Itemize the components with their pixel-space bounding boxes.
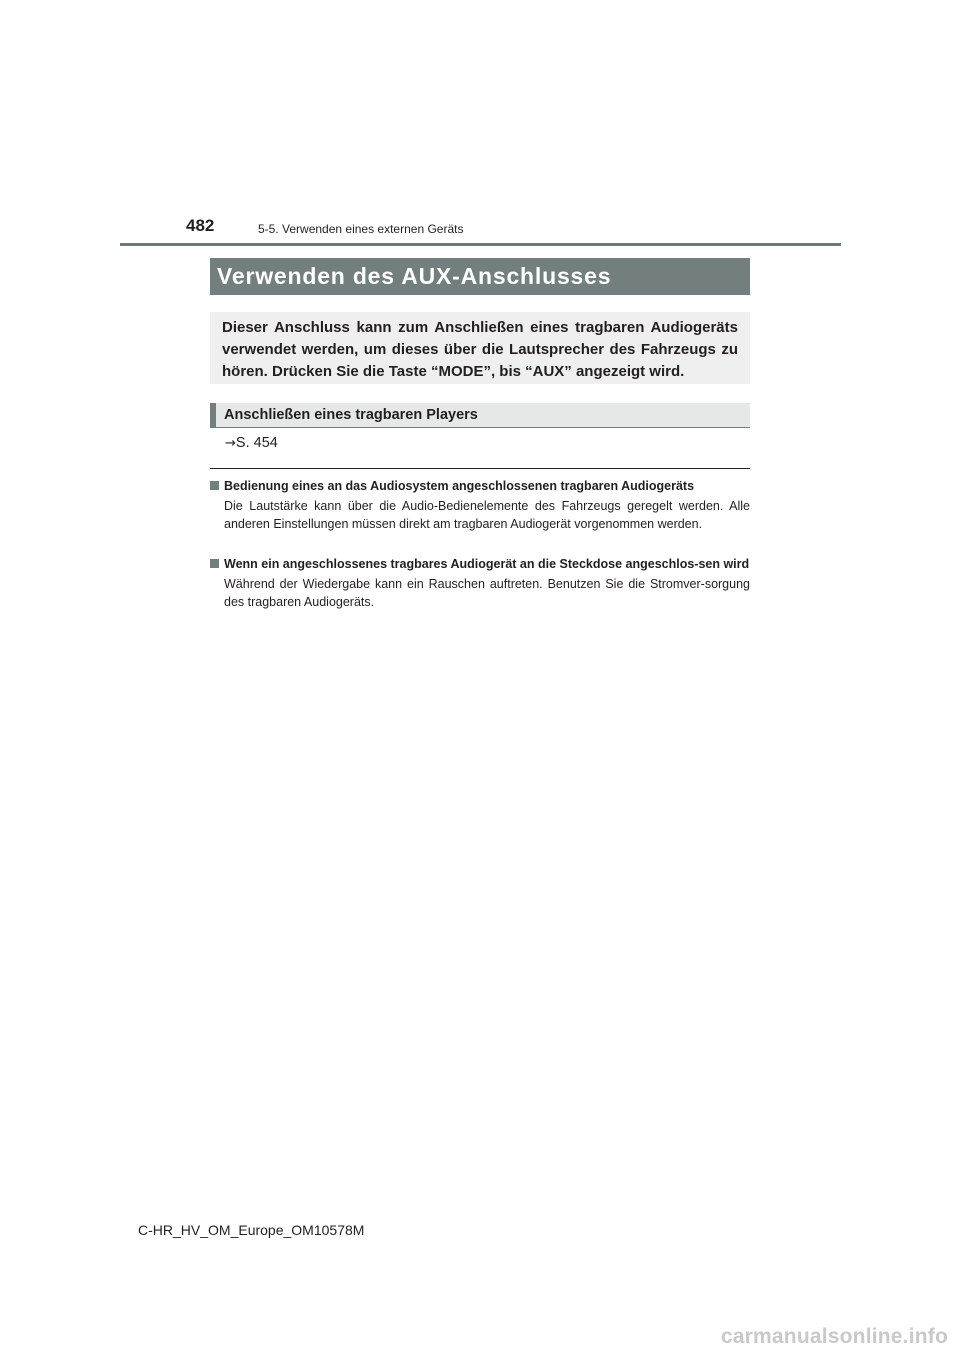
header-divider [120, 243, 841, 246]
intro-box: Dieser Anschluss kann zum Anschließen eines tragbaren Audiogeräts verwendet werden, um dieses über die Lautsprecher des Fahrzeugs zu hören. Drücken Sie die Taste “MODE”, bis “AUX” angezeigt wird. [210, 312, 750, 384]
note-heading [210, 555, 750, 573]
note-heading [210, 477, 750, 495]
note-heading-text: Wenn ein angeschlossenes tragbares Audiogerät an die Steckdose angeschlos-sen wird [224, 557, 750, 571]
arrow-right-icon: → [225, 436, 236, 451]
note-item [210, 477, 750, 533]
section-breadcrumb: 5-5. Verwenden eines externen Geräts [258, 222, 464, 236]
document-code: C-HR_HV_OM_Europe_OM10578M [138, 1222, 365, 1238]
watermark: carmanualsonline.info [720, 1325, 948, 1348]
page-title: Verwenden des AUX-Anschlusses [217, 263, 612, 289]
note-item [210, 555, 750, 611]
page-reference-text[interactable]: S. 454 [235, 435, 278, 451]
page-reference[interactable] [225, 435, 278, 451]
page-number: 482 [186, 216, 215, 235]
notes-divider [210, 468, 750, 469]
note-body: Die Lautstärke kann über die Audio-Bedienelemente des Fahrzeugs geregelt werden. Alle anderen Einstellungen müssen direkt am tragbaren Audiogerät vorgenommen werden. [224, 499, 750, 531]
note-body: Während der Wiedergabe kann ein Rauschen auftreten. Benutzen Sie die Stromver-sorgung des tragbaren Audiogeräts. [224, 577, 750, 609]
note-heading-text: Bedienung eines an das Audiosystem angeschlossenen tragbaren Audiogeräts [224, 479, 695, 493]
subheading: Anschließen eines tragbaren Players [210, 403, 750, 428]
section-title-bar [210, 258, 750, 295]
square-bullet-icon [210, 559, 219, 568]
square-bullet-icon [210, 481, 219, 490]
